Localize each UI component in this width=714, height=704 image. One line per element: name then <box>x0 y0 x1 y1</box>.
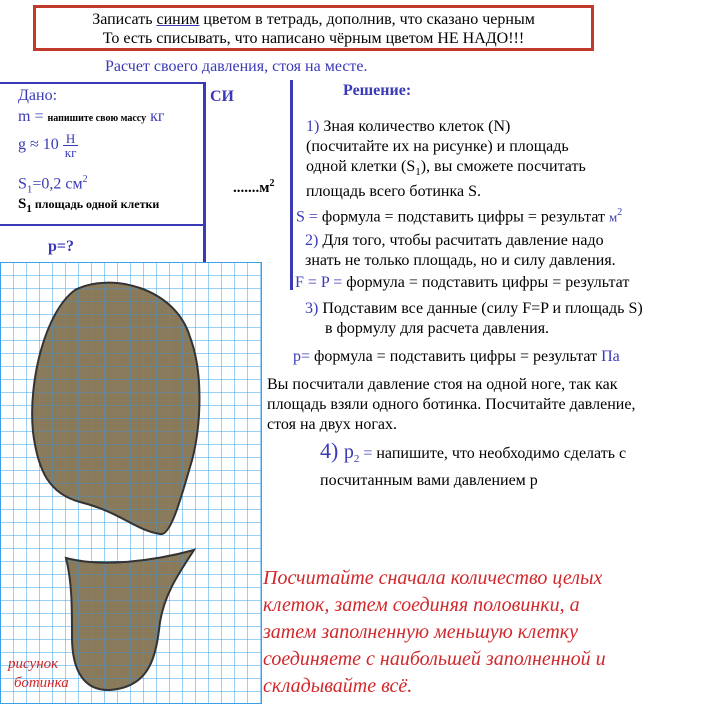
step-1: 1) Зная количество клеток (N) (посчитайте их на рисунке) и площадь одной клетки $(S_1)$, вы сможете посчитать площадь всего ботинка S. <box>306 118 586 201</box>
notice-line-1: Записать синим цветом в тетрадь, дополнив, что сказано черным <box>92 11 535 28</box>
notice-line-2: То есть списывать, что написано чёрным цветом НЕ НАДО!!! <box>102 30 525 47</box>
given-mass: m = напишите свою массу кг <box>18 108 165 125</box>
formula-pressure: p= формула = подставить цифры = результат Па <box>293 348 620 365</box>
divider-si-solution <box>290 80 293 290</box>
given-title: Дано: <box>18 87 58 104</box>
mass-note: напишите свою массу <box>47 113 147 124</box>
formula-area: S = формула = подставить цифры = результат $м^2$ <box>296 207 623 226</box>
find-p: p=? <box>48 238 75 255</box>
si-title: СИ <box>210 88 234 105</box>
two-legs-paragraph: Вы посчитали давление стоя на одной ноге, так как площадь взяли одного ботинка. Посчитайте давление, стоя на двух ногах. <box>267 376 636 433</box>
counting-instruction: Посчитайте сначала количество целых клеток, затем соединяя половинки, а затем заполненную меньшую клетку соединяете с наибольшей заполненной и складывайте всё. <box>263 567 606 697</box>
notice-box <box>33 5 594 51</box>
divider-top <box>0 82 205 84</box>
given-s1: $S_1=0,2$ $см^2$ <box>18 174 88 196</box>
step-2: 2) Для того, чтобы расчитать давление надо знать не только площадь, но и силу давления. <box>305 232 616 269</box>
step-3: 3) Подставим все данные (силу F=P и площадь S) в формулу для расчета давления. <box>305 300 643 337</box>
notice-underlined-word: синим <box>156 11 200 28</box>
given-s1-definition: $S_1$ площадь одной клетки <box>18 196 160 215</box>
solution-title: Решение: <box>343 82 412 99</box>
formula-force: F = P = формула = подставить цифры = результат <box>295 274 630 291</box>
divider-given-bottom <box>0 224 205 226</box>
step-4: 4) $p_2$ = напишите, что необходимо сделать с посчитанным вами давлением р <box>320 438 627 490</box>
figure-caption: рисунок ботинка <box>8 656 69 691</box>
divider-given-si <box>203 82 206 262</box>
page-subtitle: Расчет своего давления, стоя на месте. <box>105 58 368 75</box>
g-fraction: $\frac{Н}{кг}$ <box>64 131 77 160</box>
shoe-figure <box>0 262 262 704</box>
si-area: $.......м^2$ <box>233 178 275 196</box>
given-g: g ≈ 10 $\frac{Н}{кг}$ <box>18 131 77 160</box>
